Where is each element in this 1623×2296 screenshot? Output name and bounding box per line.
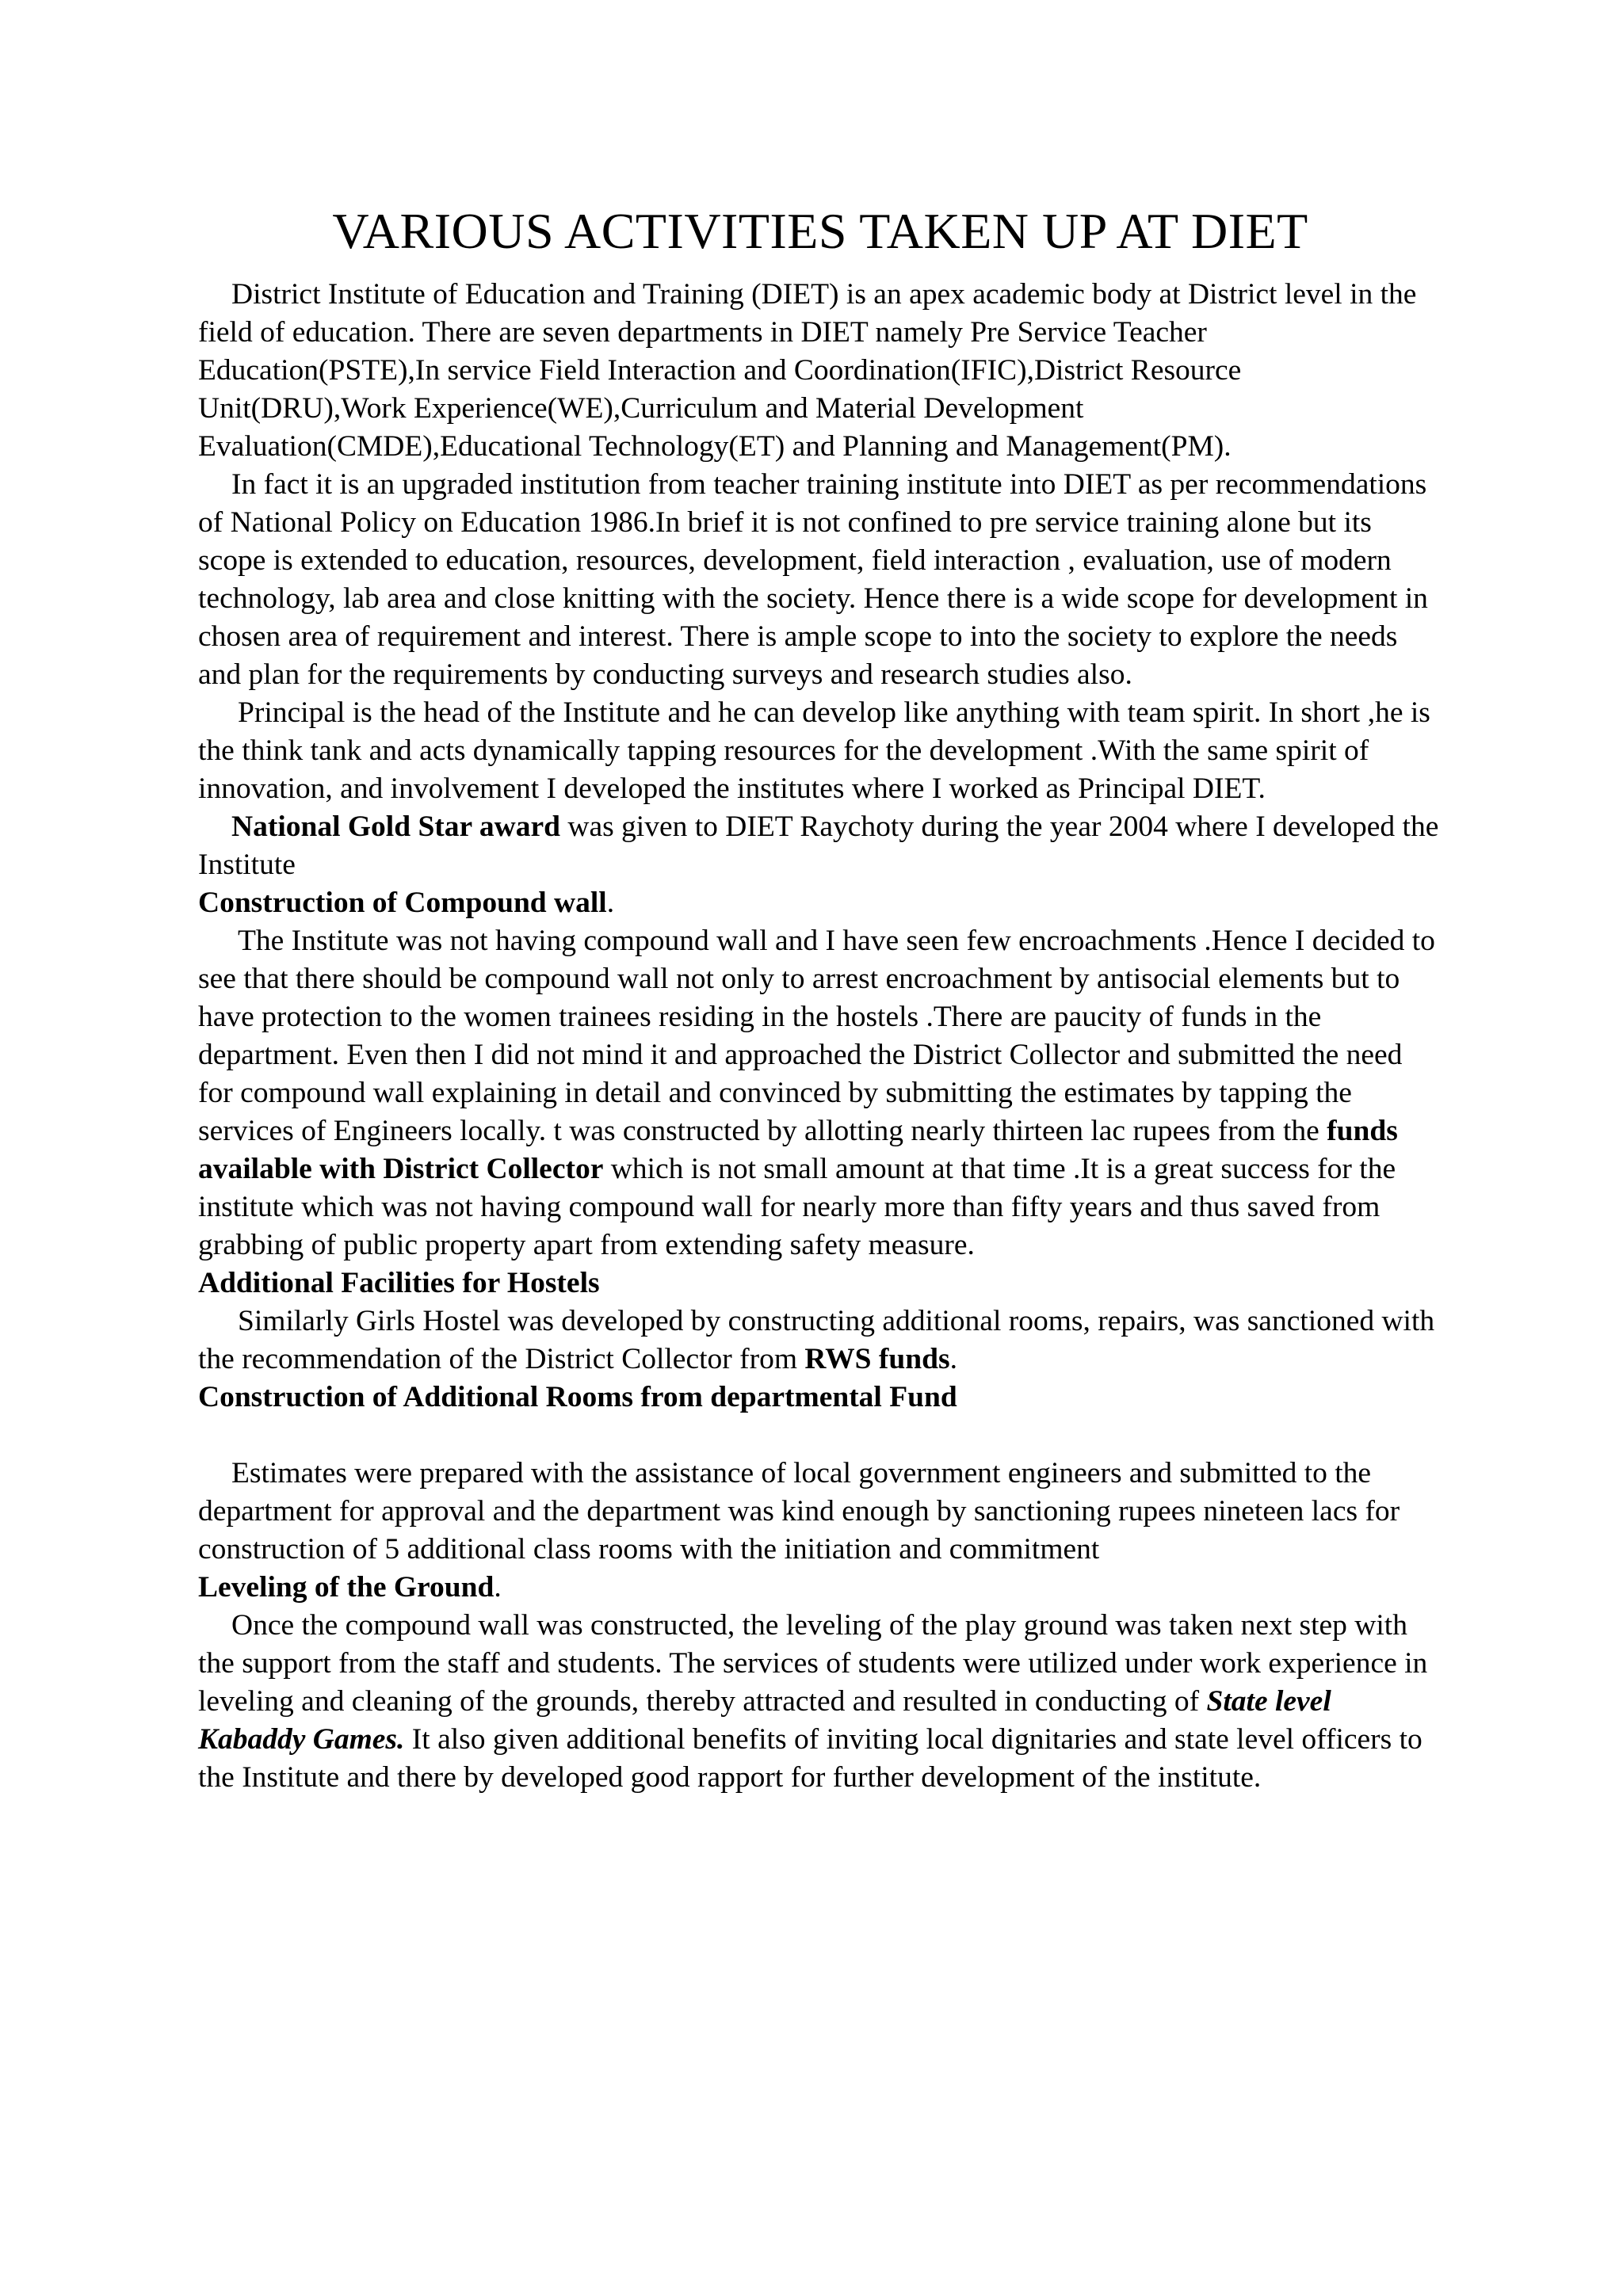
section-heading-leveling [198,1569,1442,1607]
hostels-paragraph [198,1302,1442,1379]
document-body [198,276,1442,1797]
hostels-text-b: . [949,1343,957,1375]
blank-line [198,1417,1442,1455]
section-heading-leveling-text: Leveling of the Ground [198,1571,495,1604]
section-heading-compound-wall [198,884,1442,922]
additional-rooms-paragraph: Estimates were prepared with the assistance of local government engineers and submitted to the department for approval and the department was kind enough by sanctioning rupees nineteen lacs for construction of 5 additional class rooms with the initiation and commitment [198,1457,1400,1566]
award-paragraph [198,808,1442,884]
leveling-text-b: It also given additional benefits of inviting local dignitaries and state level officers to the Institute and there by developed good rapport for further development of the institute. [198,1723,1423,1794]
section-heading-compound-wall-period: . [606,887,615,919]
kabaddy-games-highlight: State level Kabaddy Games. [198,1685,1331,1756]
award-text: was given to DIET Raychoty during the year 2004 where I developed the Institute [198,810,1439,881]
principal-paragraph: Principal is the head of the Institute and he can develop like anything with team spirit. In short ,he is the think tank and acts dynamically tapping resources for the development .With the same spirit of innovation, and involvement I developed the institutes where I worked as Principal DIET. [198,696,1430,805]
upgrade-paragraph: In fact it is an upgraded institution from teacher training institute into DIET as per recommendations of National Policy on Education 1986.In brief it is not confined to pre service training alone but its scope is extended to education, resources, development, field interaction , evaluation, use of modern technology, lab area and close knitting with the society. Hence there is a wide scope for development in chosen area of requirement and interest. There is ample scope to into the society to explore the needs and plan for the requirements by conducting surveys and research studies also. [198,468,1428,691]
award-highlight: National Gold Star award [231,810,560,843]
compound-wall-text-b: which is not small amount at that time .It is a great success for the institute which was not having compound wall for nearly more than fifty years and thus saved from grabbing of public property apart from extending safety measure. [198,1153,1396,1261]
section-heading-additional-rooms: Construction of Additional Rooms from departmental Fund [198,1381,957,1413]
leveling-paragraph [198,1607,1442,1797]
hostels-text-a: Similarly Girls Hostel was developed by constructing additional rooms, repairs, was sanctioned with the recommendation of the District Collector from [198,1305,1435,1375]
compound-wall-text-a: The Institute was not having compound wall and I have seen few encroachments .Hence I decided to see that there should be compound wall not only to arrest encroachment by antisocial elements but to have protection to the women trainees residing in the hostels .There are paucity of funds in the department. Even then I did not mind it and approached the District Collector and submitted the need for compound wall explaining in detail and convinced by submitting the estimates by tapping the services of Engineers locally. t was constructed by allotting nearly thirteen lac rupees from the [198,925,1435,1147]
leveling-text-a: Once the compound wall was constructed, the leveling of the play ground was taken next step with the support from the staff and students. The services of students were utilized under work experience in leveling and cleaning of the grounds, thereby attracted and resulted in conducting of [198,1609,1428,1718]
compound-wall-highlight: funds available with District Collector [198,1115,1398,1185]
document-page [198,187,1442,1797]
compound-wall-paragraph [198,922,1442,1264]
page-title: VARIOUS ACTIVITIES TAKEN UP AT DIET [332,203,1308,259]
hostels-highlight: RWS funds [804,1343,950,1375]
intro-paragraph: District Institute of Education and Training (DIET) is an apex academic body at District level in the field of education. There are seven departments in DIET namely Pre Service Teacher Education(PSTE),In service Field Interaction and Coordination(IFIC),District Resource Unit(DRU),Work Experience(WE),Curriculum and Material Development Evaluation(CMDE),Educational Technology(ET) and Planning and Management(PM). [198,278,1417,463]
section-heading-hostels: Additional Facilities for Hostels [198,1267,600,1299]
section-heading-leveling-period: . [494,1571,502,1604]
section-heading-compound-wall-text: Construction of Compound wall [198,887,607,919]
